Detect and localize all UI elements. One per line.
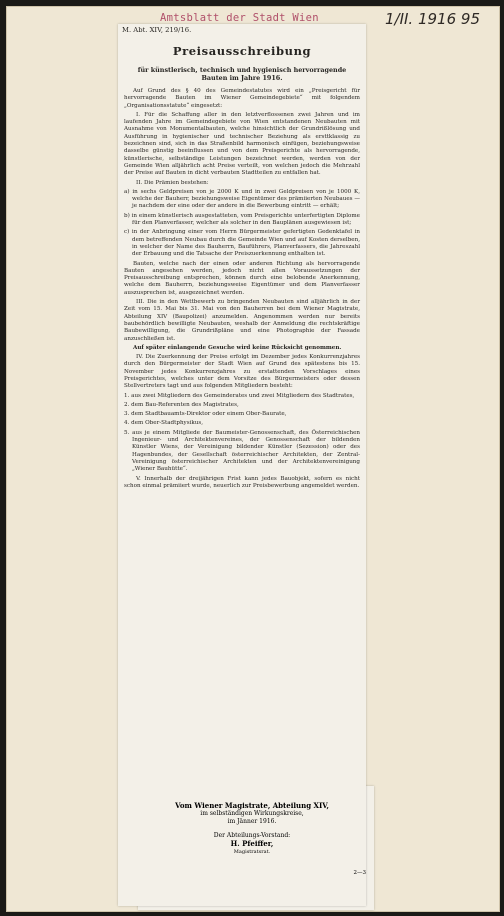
head-label: Der Abteilungs-Vorstand: xyxy=(213,832,291,839)
late-submission-note: Auf später einlangende Gesuche wird keine Rücksicht genommen. xyxy=(133,344,342,351)
jury-member-3: 3. dem Stadtbauamts-Direktor oder einem Ober-Baurate, xyxy=(124,411,287,418)
signer-name: H. Pfeiffer, xyxy=(230,839,274,848)
page-mark: 2—3 xyxy=(353,870,366,876)
jury-member-1: 1. aus zwei Mitgliedern des Gemeinderates und zwei Mitgliedern des Stadtrates, xyxy=(124,392,355,399)
section-i: I. Für die Schaffung aller in den letztverflossenen zwei Jahren und im laufenden Jahre im Gemeindegebiete von Wien entstandenen Neubauten mit Ausnahme von Monumentalbauten, welche hinsichtlich der Grundrißlösung und Ausführung in hygienischer und technischer Beziehung als ersttklassig zu bezeichnen sind, sich in das Straßenbild harmonisch einfügen, beziehungsweise dasselbe günstig beeinflussen und von dem Preisgerichte als hervorragende, künstlerische, selbständige Leistungen bezeichnet werden, werden von der Gemeinde Wien alljährlich acht Preise verteilt, von welchen jedoch die Mehrzahl der Preise auf Bauten in dicht verbauten Stadtteilen zu entfallen hat. xyxy=(124,111,360,177)
issuing-authority: Vom Wiener Magistrate, Abteilung XIV, xyxy=(175,801,329,810)
prize-item-b: b) in einem künstlerisch ausgestatteten, vom Preisgerichte unterfertigten Diplome für den Planverfasser, welcher als solcher in den Bauplänen ausgewiesen ist; xyxy=(124,212,360,227)
issue-date: im Jänner 1916. xyxy=(227,818,277,825)
signature-block xyxy=(128,802,376,856)
recognition-paragraph: Bauten, welche nach der einen oder anderen Richtung als hervorragende Bauten angesehen werden, jedoch nicht allen Voraussetzungen der Preisausschreibung entsprechen, können durch eine belobende Anerkennung, welche dem Bauherrn, beziehungsweise Eigentümer und dem Planverfasser auszusprechen ist, ausgezeichnet werden. xyxy=(124,260,360,296)
section-iv: IV. Die Zuerkennung der Preise erfolgt im Dezember jedes Konkurrenzjahres durch den Bürgermeister der Stadt Wien auf Grund des spätestens bis 15. November jedes Konkurrenzjahres zu erstattenden Vorschlages eines Preisgerichtes, welches unter dem Vorsitze des Bürgermeisters oder dessen Stellvertreters tagt und aus folgenden Mitgliedern besteht: xyxy=(124,354,360,390)
prize-item-c: c) in der Anbringung einer vom Herrn Bürgermeister gefertigten Gedenktafel in dem betreffenden Neubau durch die Gemeinde Wien und auf Kosten derselben, in welcher der Name des Bauherrn, Bauführers, Planverfassers, die Jahreszahl der Erbauung und die Tatsache der Preiszuerkennung enthalten ist. xyxy=(124,229,360,258)
jury-member-4: 4. dem Ober-Stadtphysikus, xyxy=(124,420,204,427)
document-subtitle: für künstlerisch, technisch und hygienisch hervorragende Bauten im Jahre 1916. xyxy=(137,66,347,82)
section-ii: II. Die Prämien bestehen: xyxy=(136,179,209,186)
prize-item-a: a) in sechs Geldpreisen von je 2000 K und in zwei Geldpreisen von je 1000 K, welche der Bauherr, beziehungsweise Eigentümer des prämiierten Neubaues — je nachdem der eine oder der andere in die Bewerbung eintritt — erhält; xyxy=(124,188,360,210)
signer-title: Magistratsrat. xyxy=(233,849,271,855)
archive-stamp: Amtsblatt der Stadt Wien xyxy=(160,12,319,24)
document-body xyxy=(124,88,360,492)
intro-paragraph: Auf Grund des § 40 des Gemeindestatutes wird ein „Preisgericht für hervorragende Bauten im Wiener Gemeindegebiete“ mit folgendem „Organisationsstatute“ eingesetzt: xyxy=(124,88,360,109)
handwritten-date-note: 1/II. 1916 95 xyxy=(384,10,480,28)
jury-member-5: 5. aus je einem Mitgliede der Baumeister-Genossenschaft, des Österreichischen Ingenieur- und Architektenvereines, der Genossenschaft der bildenden Künstler Wiens, der Vereinigung bildender Künstler (Sezession) oder des Hagenbundes, der Gesellschaft österreichischer Architekten, der Zentral-Vereinigung österreichischer Architekten und der Architektenvereinigung „Wiener Bauhütte“. xyxy=(124,429,360,473)
section-v: V. Innerhalb der dreijährigen Frist kann jedes Bauobjekt, sofern es nicht schon einmal prämiiert wurde, neuerlich zur Preisbewerbung angemeldet werden. xyxy=(124,475,360,489)
issuing-authority-scope: im selbständigen Wirkungskreise, xyxy=(200,810,304,817)
jury-member-2: 2. dem Bau-Referenten des Magistrates, xyxy=(124,401,239,408)
document-reference: M. Abt. XIV, 219/16. xyxy=(122,26,192,34)
newspaper-clipping xyxy=(118,24,366,906)
section-iii: III. Die in den Wettbewerb zu bringenden Neubauten sind alljährlich in der Zeit vom 15. Mai bis 31. Mai von den Bauherren bei dem Wiener Magistrate, Abteilung XIV (Baupolizei) anzumelden. Angenommen werden nur bereits baubehördlich bewilligte Neubauten, weshalb der Anmeldung die rechtskräftige Baubewilligung, die Grundrißpläne und eine Photographie der Fassade anzuschließen ist. xyxy=(124,299,360,342)
document-title: Preisausschreibung xyxy=(172,44,312,58)
